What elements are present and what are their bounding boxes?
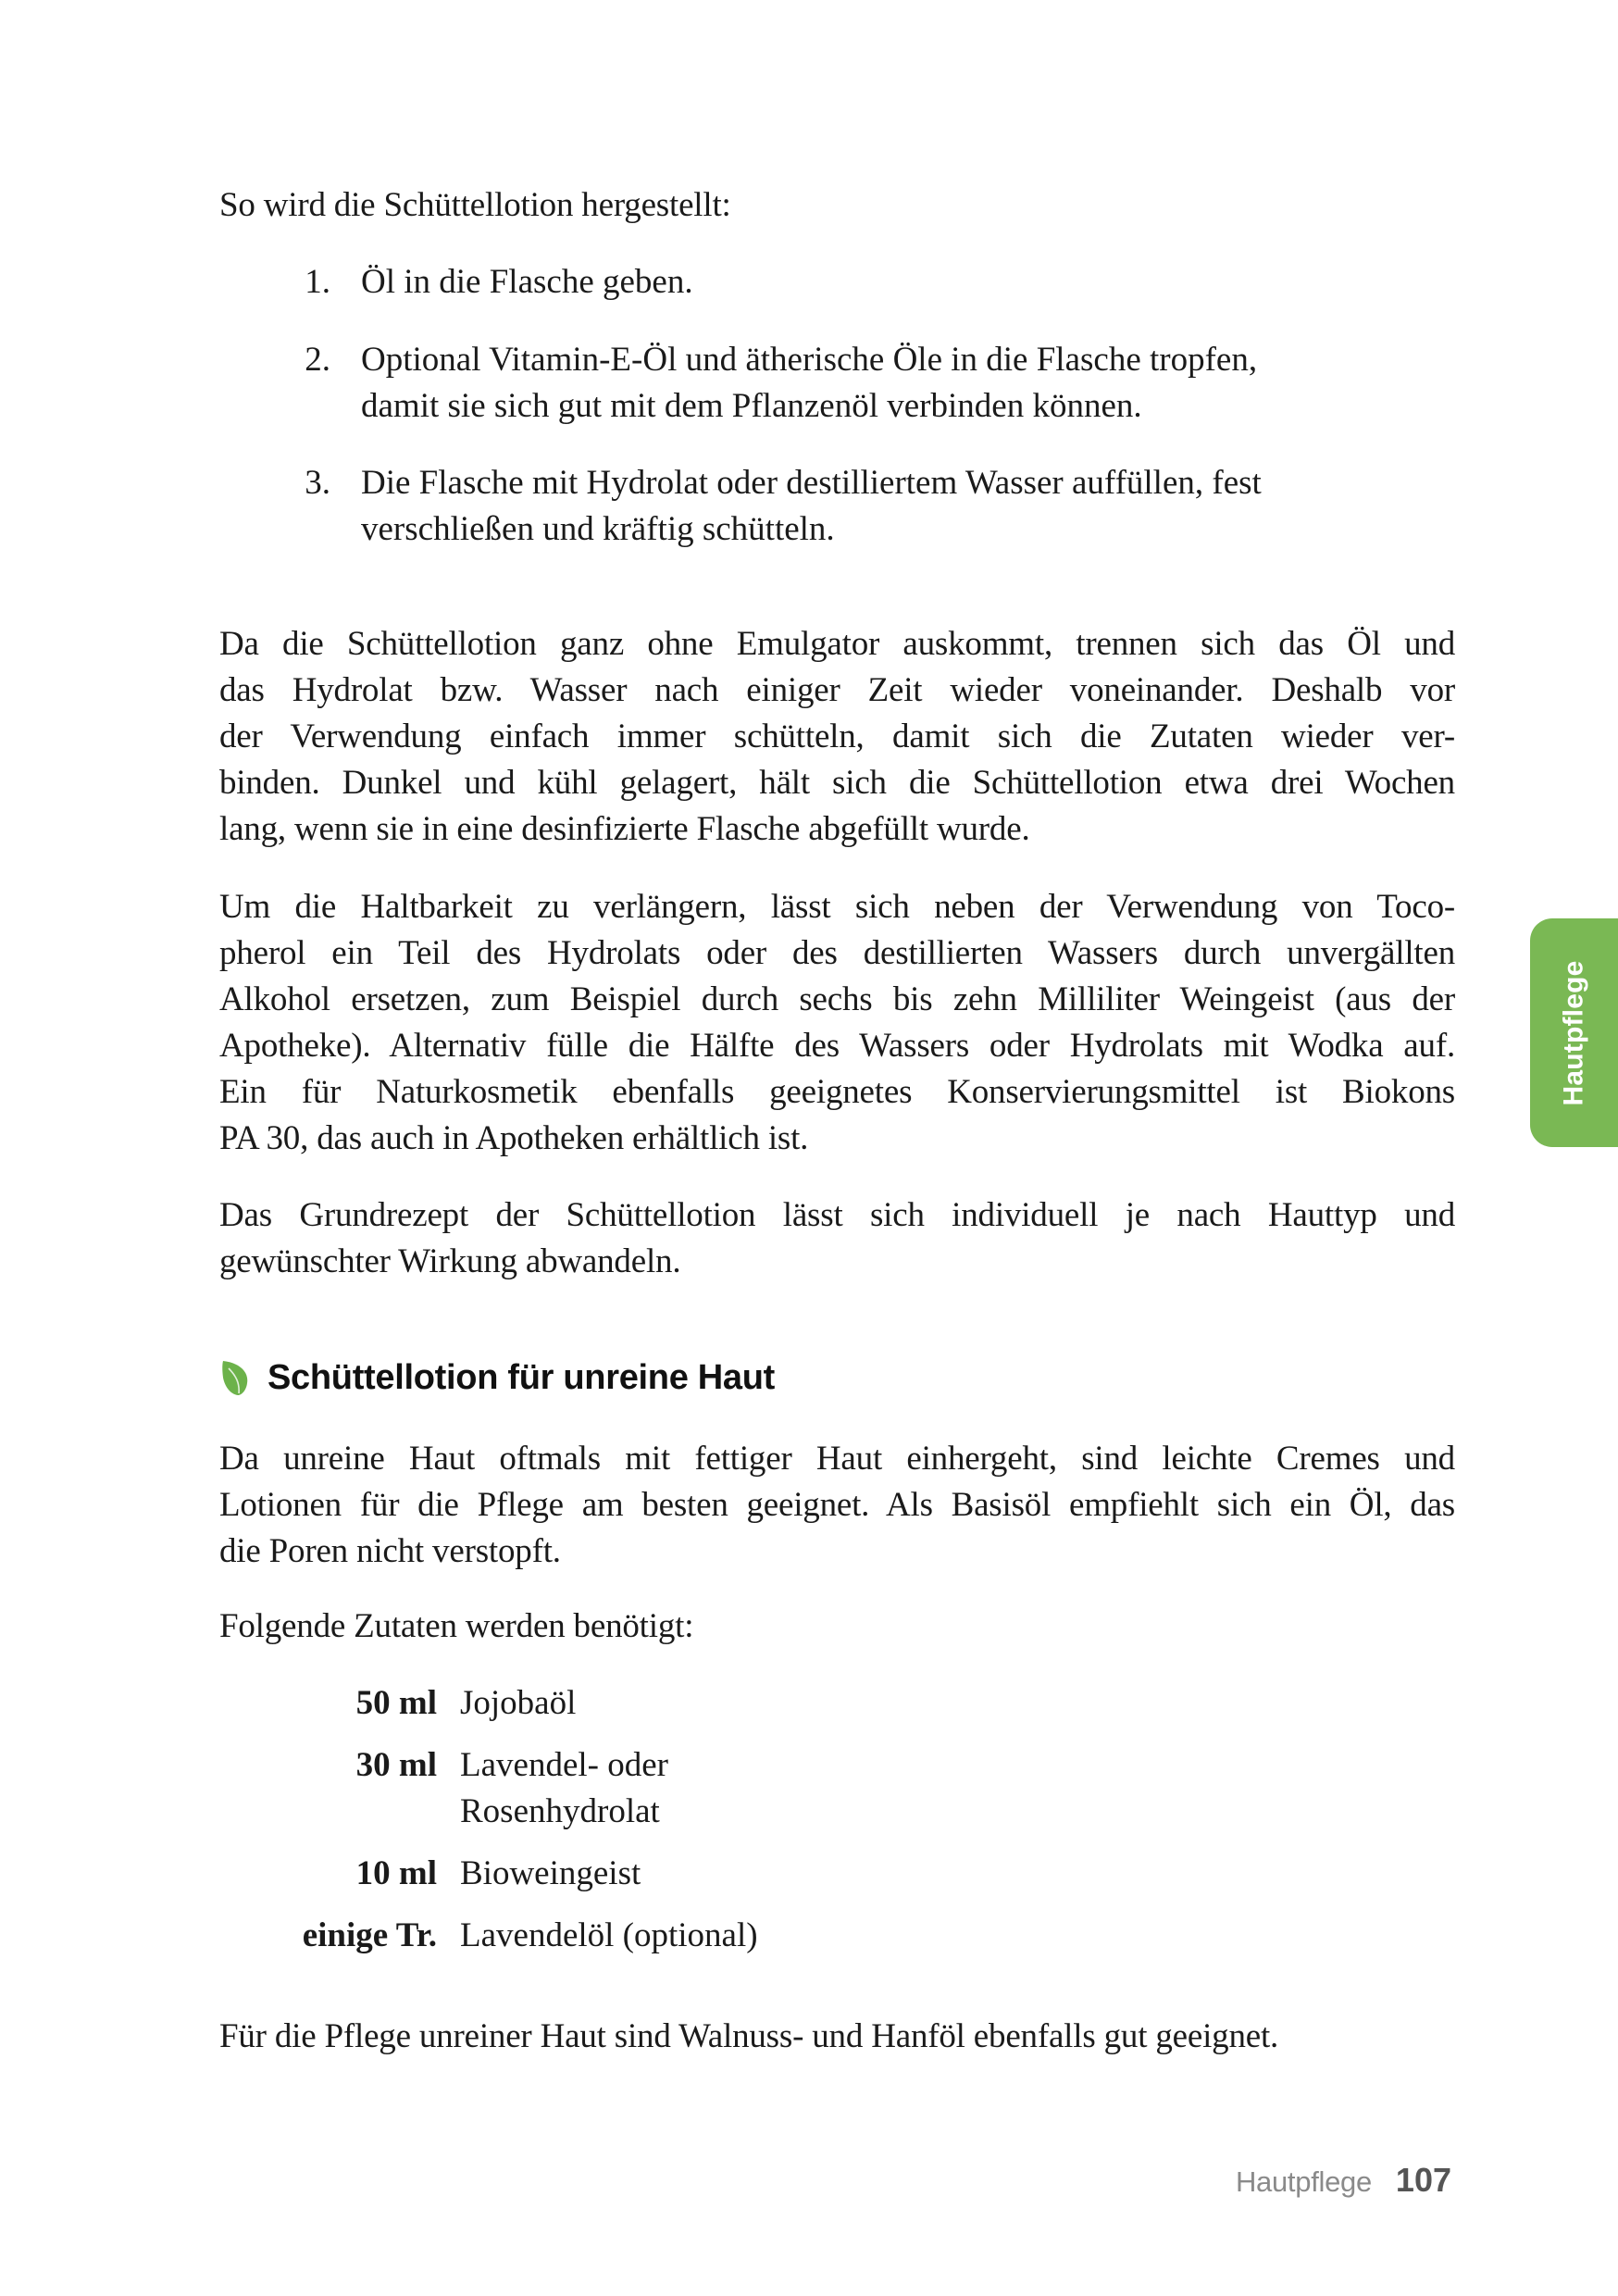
ingredient-qty: 50 ml	[355, 1684, 437, 1722]
ingredient-name: Lavendel- oder Rosenhydrolat	[460, 1746, 668, 1830]
ingredient-name: Bioweingeist	[460, 1854, 641, 1892]
chapter-tab[interactable]	[1530, 918, 1618, 1147]
ingredient-qty: 30 ml	[355, 1746, 437, 1784]
step-number: 3.	[305, 464, 330, 502]
recipe-title: Schüttellotion für unreine Haut	[268, 1357, 776, 1397]
ingredient-name: Jojobaöl	[460, 1684, 577, 1722]
leaf-icon	[219, 1359, 251, 1396]
intro-text: So wird die Schüttellotion hergestellt:	[219, 186, 731, 224]
step-text: Öl in die Flasche geben.	[361, 263, 693, 301]
step-text: Die Flasche mit Hydrolat oder destilliertem Wasser auffüllen, fest verschließen und kräftig schütteln.	[361, 464, 1262, 548]
ingredients-intro: Folgende Zutaten werden benötigt:	[219, 1607, 694, 1645]
ingredient-qty: einige Tr.	[302, 1916, 437, 1954]
recipe-description: Da unreine Haut oftmals mit fettiger Haut einhergeht, sind leichte Cremes und Lotionen für die Pflege am besten geeignet. Als Basisöl empfiehlt sich ein Öl, das die Poren nicht verstopft.	[219, 1440, 1455, 1570]
paragraph-separation: Da die Schüttellotion ganz ohne Emulgator auskommt, trennen sich das Öl und das Hydrolat bzw. Wasser nach einiger Zeit wieder voneinander. Deshalb vor der Verwendung einfach immer schütteln, damit sich die Zutaten wieder ver- binden. Dunkel und kühl gelagert, hält sich die Schüttellotion etwa drei Wochen lang, wenn sie in eine desinfizierte Flasche abgefüllt wurde.	[219, 625, 1455, 848]
recipe-heading	[219, 1354, 775, 1401]
step-number: 2.	[305, 341, 330, 379]
footer-section-title: Hautpflege	[1235, 2165, 1372, 2198]
chapter-tab-label: Hautpflege	[1558, 959, 1589, 1106]
page-number: 107	[1395, 2161, 1451, 2199]
ingredient-qty: 10 ml	[355, 1854, 437, 1892]
paragraph-variations: Das Grundrezept der Schüttellotion lässt sich individuell je nach Hauttyp und gewünschter Wirkung abwandeln.	[219, 1196, 1455, 1280]
page-footer	[1236, 2161, 1451, 2202]
step-text: Optional Vitamin-E-Öl und ätherische Öle in die Flasche tropfen, damit sie sich gut mit dem Pflanzenöl verbinden können.	[361, 341, 1258, 425]
ingredient-name: Lavendelöl (optional)	[460, 1916, 758, 1954]
paragraph-preservation: Um die Haltbarkeit zu verlängern, lässt sich neben der Verwendung von Toco- pherol ein Teil des Hydrolats oder des destillierten Wassers durch unvergällten Alkohol ersetzen, zum Beispiel durch sechs bis zehn Milliliter Weingeist (aus der Apotheke). Alternativ fülle die Hälfte des Wassers oder Hydrolats mit Wodka auf. Ein für Naturkosmetik ebenfalls geeignetes Konservierungsmittel ist Biokons PA 30, das auch in Apotheken erhältlich ist.	[219, 888, 1455, 1157]
recipe-note: Für die Pflege unreiner Haut sind Walnuss- und Hanföl ebenfalls gut geeignet.	[219, 2017, 1279, 2055]
step-number: 1.	[305, 263, 330, 301]
